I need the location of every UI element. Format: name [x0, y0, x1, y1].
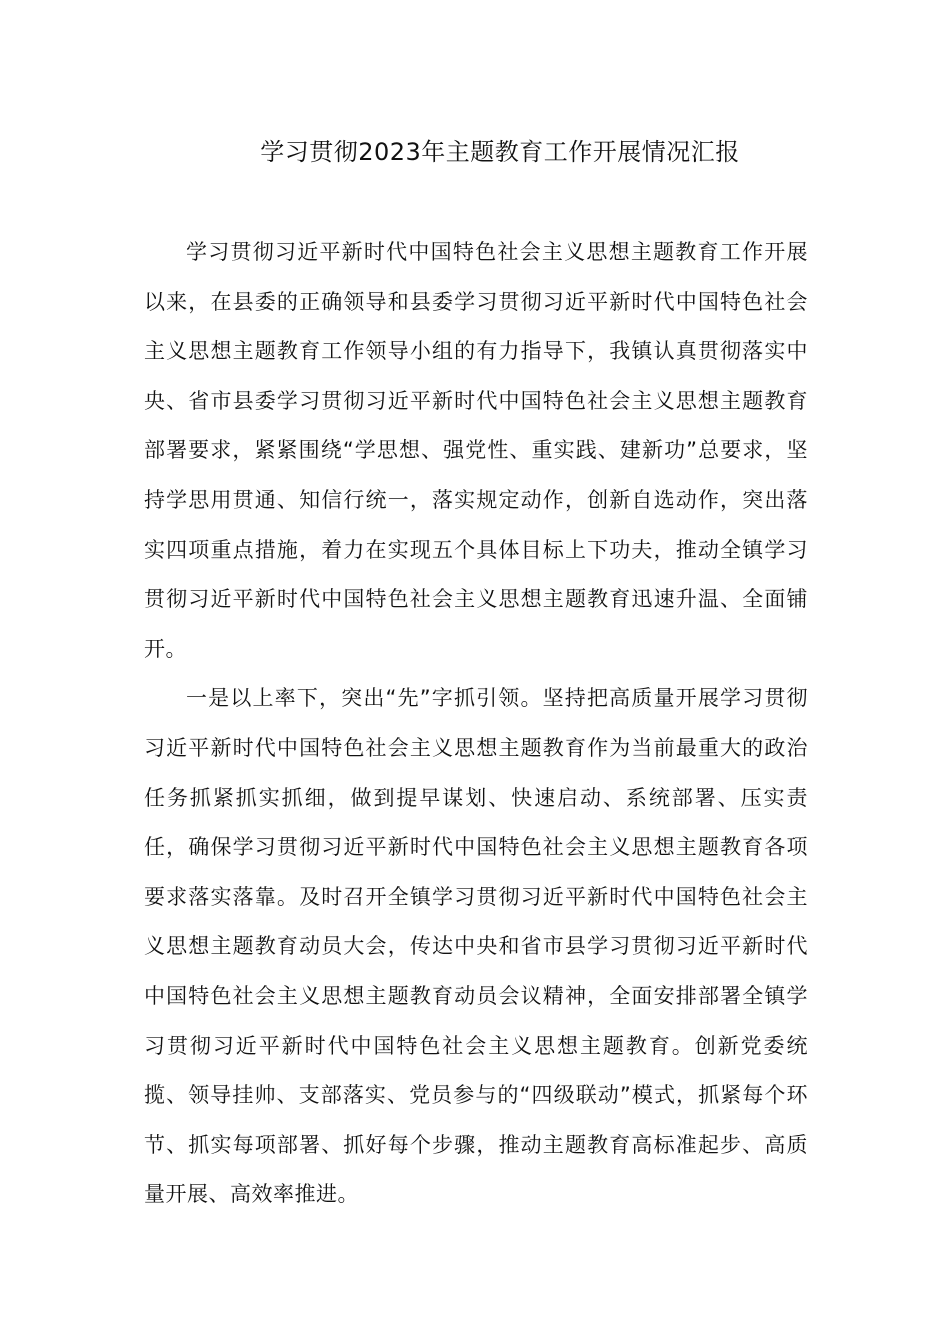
document-title: 学习贯彻2023年主题教育工作开展情况汇报 — [260, 138, 740, 166]
document-body — [144, 228, 808, 1220]
paragraph-intro: 学习贯彻习近平新时代中国特色社会主义思想主题教育工作开展以来，在县委的正确领导和县委学习贯彻习近平新时代中国特色社会主义思想主题教育工作领导小组的有力指导下，我镇认真贯彻落实中央、省市县委学习贯彻习近平新时代中国特色社会主义思想主题教育部署要求，紧紧围绕“学思想、强党性、重实践、建新功”总要求，坚持学思用贯通、知信行统一，落实规定动作，创新自选动作，突出落实四项重点措施，着力在实现五个具体目标上下功夫，推动全镇学习贯彻习近平新时代中国特色社会主义思想主题教育迅速升温、全面铺开。 — [144, 240, 808, 661]
paragraph-point-one: 一是以上率下，突出“先”字抓引领。坚持把高质量开展学习贯彻习近平新时代中国特色社会主义思想主题教育作为当前最重大的政治任务抓紧抓实抓细，做到提早谋划、快速启动、系统部署、压实责任，确保学习贯彻习近平新时代中国特色社会主义思想主题教育各项要求落实落靠。及时召开全镇学习贯彻习近平新时代中国特色社会主义思想主题教育动员大会，传达中央和省市县学习贯彻习近平新时代中国特色社会主义思想主题教育动员会议精神，全面安排部署全镇学习贯彻习近平新时代中国特色社会主义思想主题教育。创新党委统揽、领导挂帅、支部落实、党员参与的“四级联动”模式，抓紧每个环节、抓实每项部署、抓好每个步骤，推动主题教育高标准起步、高质量开展、高效率推进。 — [144, 686, 808, 1207]
